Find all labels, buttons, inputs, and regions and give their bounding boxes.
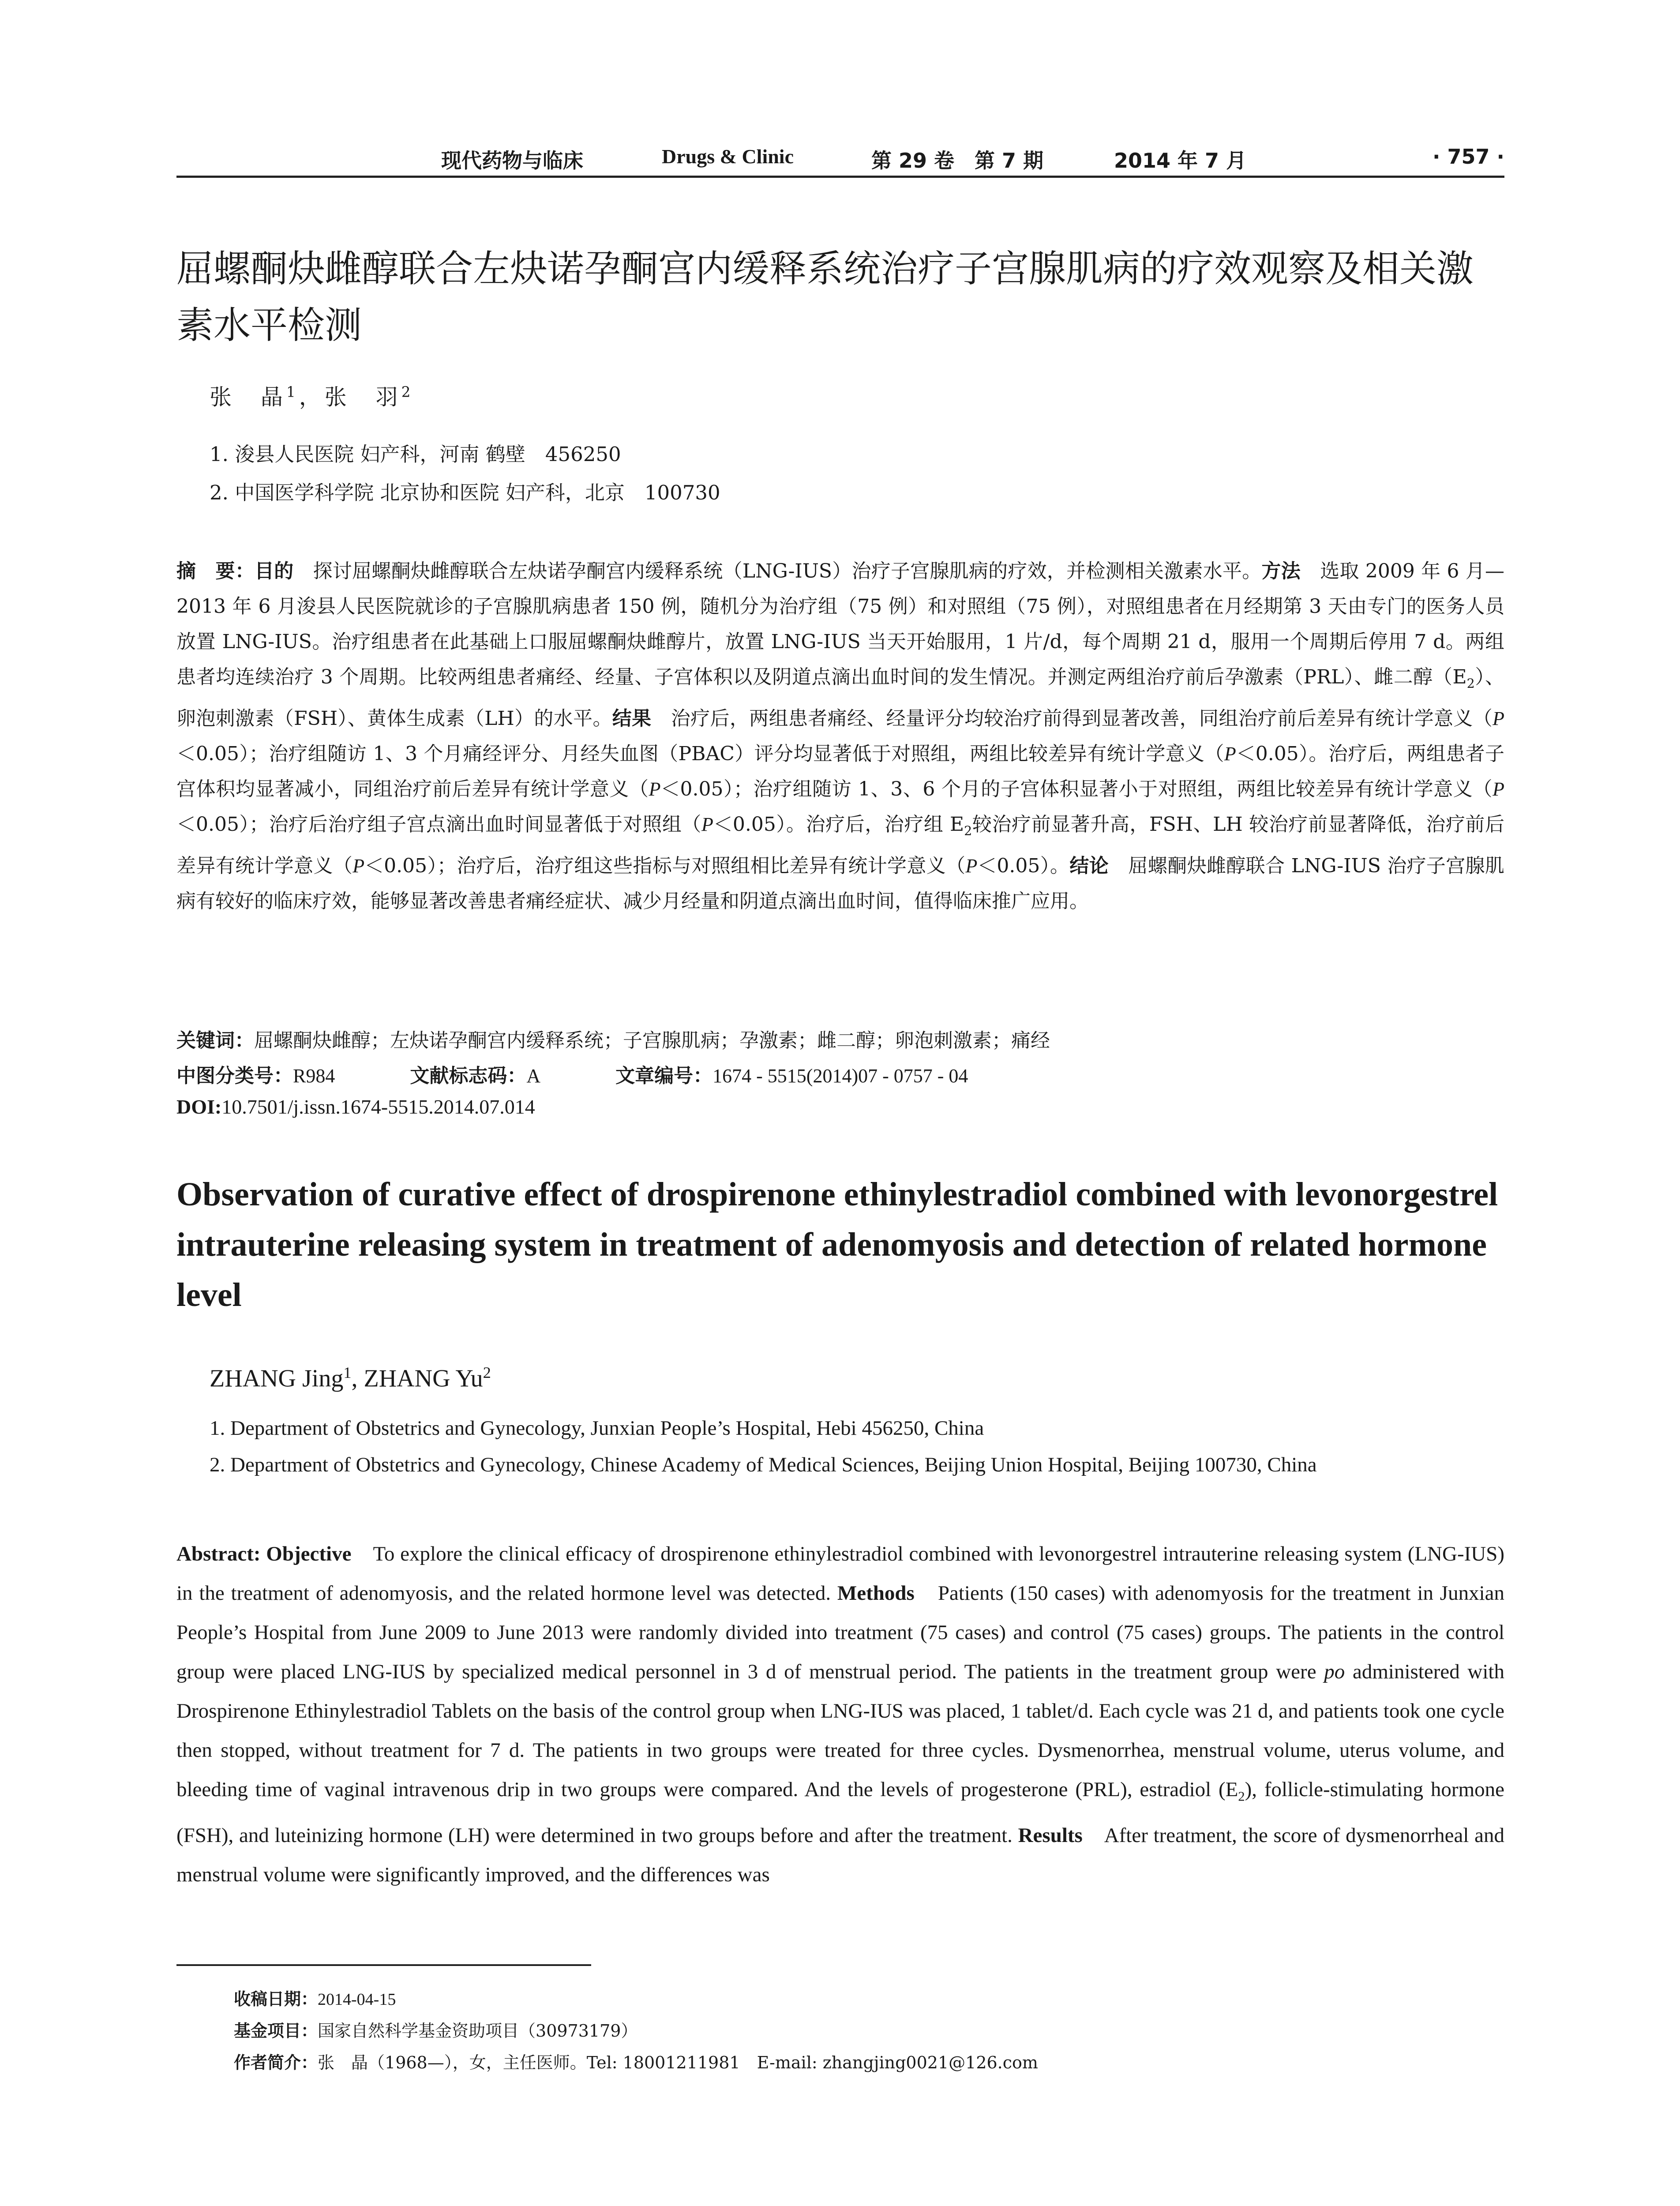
running-header [176, 140, 1504, 176]
methods-cn-2: ）、卵泡刺激素（FSH）、黄体生成素（LH）的水平。 [176, 666, 1504, 730]
page-number: · 757 · [1432, 145, 1504, 169]
volume-issue: 第 29 卷 第 7 期 [871, 149, 1044, 173]
results-sub-cn: 2 [964, 823, 972, 838]
footnote-author [234, 2049, 1504, 2073]
methods-cn: 选取 2009 年 6 月—2013 年 6 月浚县人民医院就诊的子宫腺肌病患者 150 例，随机分为治疗组（75 例）和对照组（75 例），对照组患者在月经期第 3 天由专门的医务人员放置 LNG-IUS。治疗组患者在此基础上口服屈螺酮炔雌醇片，放置 LNG-IUS 当天开始服用，1 片/d，每个周期 21 d，服用一个周期后停用 7 d。两组患者均连续治疗 3 个周期。比较两组患者痛经、经量、子宫体积以及阴道点滴出血时间的发生情况。并测定两组治疗前后孕激素（PRL）、雌二醇（E [176, 560, 1505, 688]
article-no-label: 文章编号： [615, 1065, 713, 1087]
keywords-cn [176, 1024, 1504, 1053]
article-no-value: 1674 - 5515(2014)07 - 0757 - 04 [712, 1065, 968, 1087]
abstract-cn [176, 554, 1504, 919]
p-value-7: P [965, 855, 978, 877]
conclusion-cn: 屈螺酮炔雌醇联合 LNG-IUS 治疗子宫腺肌病有较好的临床疗效，能够显著改善患者痛经症状、减少月经量和阴道点滴出血时间，值得临床推广应用。 [176, 854, 1505, 912]
results-cn-4: ＜0.05）；治疗后治疗组子宫点滴出血时间显著低于对照组（ [176, 813, 701, 836]
authors-en [210, 1363, 491, 1393]
header-rule [176, 176, 1504, 178]
author-bio-label: 作者简介： [234, 2053, 318, 2072]
received-label: 收稿日期： [234, 1989, 318, 2009]
objective-label-en: Abstract: Objective [176, 1542, 352, 1565]
authors-cn [210, 379, 414, 411]
author-2-en-sup: 2 [483, 1364, 491, 1381]
methods-label-cn: 方法 [1261, 560, 1301, 582]
objective-label-cn: 目的 [254, 560, 294, 582]
doi-value[interactable]: 10.7501/j.issn.1674-5515.2014.07.014 [221, 1095, 535, 1118]
objective-en: To explore the clinical efficacy of drospirenone ethinylestradiol combined with levonorgestrel intrauterine releasing system (LNG-IUS) in the treatment of adenomyosis, and the related hormone level was detected. [176, 1542, 1504, 1605]
results-en: After treatment, the score of dysmenorrheal and menstrual volume were significantly improved, and the differences was [176, 1824, 1504, 1887]
doi-line [176, 1095, 1504, 1118]
author-sep-en: , [351, 1365, 364, 1392]
author-bio-text: 张 晶（1968—），女，主任医师。Tel: 18001211981 E-mail: zhangjing0021@126.com [318, 2053, 1038, 2072]
methods-sub-en: 2 [1238, 1789, 1245, 1804]
footnote-rule [176, 1964, 591, 1966]
author-2-cn: 张 羽 [324, 384, 401, 410]
p-value-2: P [1224, 743, 1236, 765]
author-1-cn: 张 晶 [210, 384, 286, 410]
doc-code-label: 文献标志码： [410, 1065, 527, 1087]
author-2-en: ZHANG Yu [364, 1365, 483, 1392]
fund-text: 国家自然科学基金资助项目（30973179） [318, 2021, 638, 2041]
affiliation-1-en: 1. Department of Obstetrics and Gynecology, Junxian People’s Hospital, Hebi 456250, China [210, 1417, 984, 1440]
results-cn-5: ＜0.05）。治疗后，治疗组 E [713, 813, 964, 836]
issue-date: 2014 年 7 月 [1114, 149, 1247, 173]
affiliation-1-cn: 1. 浚县人民医院 妇产科，河南 鹤壁 456250 [210, 443, 621, 466]
doi-label: DOI: [176, 1095, 222, 1118]
methods-label-en: Methods [837, 1582, 915, 1605]
abstract-label-cn: 摘 要： [176, 560, 255, 582]
author-sep-cn: ， [299, 384, 325, 410]
results-cn-3: ＜0.05）；治疗组随访 1、3、6 个月的子宫体积显著小于对照组，两组比较差异有统计学意义（ [660, 777, 1493, 800]
results-label-cn: 结果 [612, 707, 652, 730]
author-1-cn-sup: 1 [286, 383, 299, 401]
clc-value: R984 [293, 1065, 335, 1087]
title-cn: 屈螺酮炔雌醇联合左炔诺孕酮宫内缓释系统治疗子宫腺肌病的疗效观察及相关激素水平检测 [176, 247, 1474, 347]
p-value-1: P [1492, 707, 1504, 729]
abstract-en [176, 1534, 1504, 1895]
doc-code-value: A [526, 1065, 541, 1087]
methods-en-3: ), follicle-stimulating hormone (FSH), and luteinizing hormone (LH) were determined in two groups before and after the treatment. [176, 1778, 1504, 1847]
author-1-en-sup: 1 [343, 1364, 352, 1381]
footnote-received [234, 1985, 1504, 2010]
p-value-4: P [1492, 778, 1505, 800]
methods-en-2: administered with Drospirenone Ethinylestradiol Tablets on the basis of the control group when LNG-IUS was placed, 1 tablet/d. Each cycle was 21 d, and patients took one cycle then stopped, without treatment for 7 d. The patients in two groups were treated for three cycles. Dysmenorrhea, menstrual volume, uterus volume, and bleeding time of vaginal intravenous drip in two groups were compared. And the levels of progesterone (PRL), estradiol (E [176, 1660, 1504, 1801]
classification-line [176, 1060, 1504, 1088]
footnote-fund [234, 2017, 1504, 2041]
results-cn-2: ＜0.05）。治疗后，两组患者子宫体积均显著减小，同组治疗前后差异有统计学意义（ [176, 742, 1505, 800]
fund-label: 基金项目： [234, 2021, 318, 2041]
methods-en-1: Patients (150 cases) with adenomyosis for the treatment in Junxian People’s Hospital from June 2009 to June 2013 were randomly divided into treatment (75 cases) and control (75 cases) groups. The patients in the control group were placed LNG-IUS by specialized medical personnel in 3 d of menstrual period. The patients in the treatment group were [176, 1582, 1504, 1683]
results-cn-6: 较治疗前显著升高，FSH、LH 较治疗前显著降低，治疗前后差异有统计学意义（ [176, 813, 1504, 877]
p-value-6: P [352, 855, 365, 877]
methods-sub-cn: 2 [1466, 675, 1475, 691]
results-cn-1: 治疗后，两组患者痛经、经量评分均较治疗前得到显著改善，同组治疗前后差异有统计学意义（ [651, 707, 1493, 730]
author-2-cn-sup: 2 [401, 383, 414, 401]
results-cn-8: ＜0.05）。 [977, 854, 1070, 877]
journal-name-cn: 现代药物与临床 [441, 149, 583, 173]
results-cn-7: ＜0.05）；治疗后，治疗组这些指标与对照组相比差异有统计学意义（ [364, 854, 966, 877]
received-date: 2014-04-15 [318, 1990, 396, 2009]
results-cn-lt: ＜0.05）；治疗组随访 1、3 个月痛经评分、月经失血图（PBAC）评分均显著低于对照组，两组比较差异有统计学意义（ [176, 742, 1224, 765]
po-abbrev: po [1324, 1660, 1345, 1683]
affiliation-2-cn: 2. 中国医学科学院 北京协和医院 妇产科，北京 100730 [210, 481, 720, 504]
p-value-5: P [701, 813, 713, 835]
results-label-en: Results [1018, 1824, 1083, 1847]
title-en: Observation of curative effect of drospirenone ethinylestradiol combined with levonorgestrel intrauterine releasing system in treatment of adenomyosis and detection of related hormone level [176, 1176, 1498, 1313]
journal-name-en: Drugs & Clinic [662, 145, 794, 168]
p-value-3: P [649, 778, 661, 800]
journal-page [176, 0, 1504, 2206]
objective-cn: 探讨屈螺酮炔雌醇联合左炔诺孕酮宫内缓释系统（LNG-IUS）治疗子宫腺肌病的疗效，并检测相关激素水平。 [293, 560, 1262, 582]
keywords-label-cn: 关键词： [176, 1029, 254, 1052]
clc-label: 中图分类号： [176, 1065, 293, 1087]
conclusion-label-cn: 结论 [1069, 854, 1109, 877]
affiliation-2-en: 2. Department of Obstetrics and Gynecology, Chinese Academy of Medical Sciences, Beijing Union Hospital, Beijing 100730, China [210, 1453, 1317, 1476]
keywords-text-cn: 屈螺酮炔雌醇；左炔诺孕酮宫内缓释系统；子宫腺肌病；孕激素；雌二醇；卵泡刺激素；痛经 [254, 1029, 1050, 1052]
author-1-en: ZHANG Jing [210, 1365, 344, 1392]
